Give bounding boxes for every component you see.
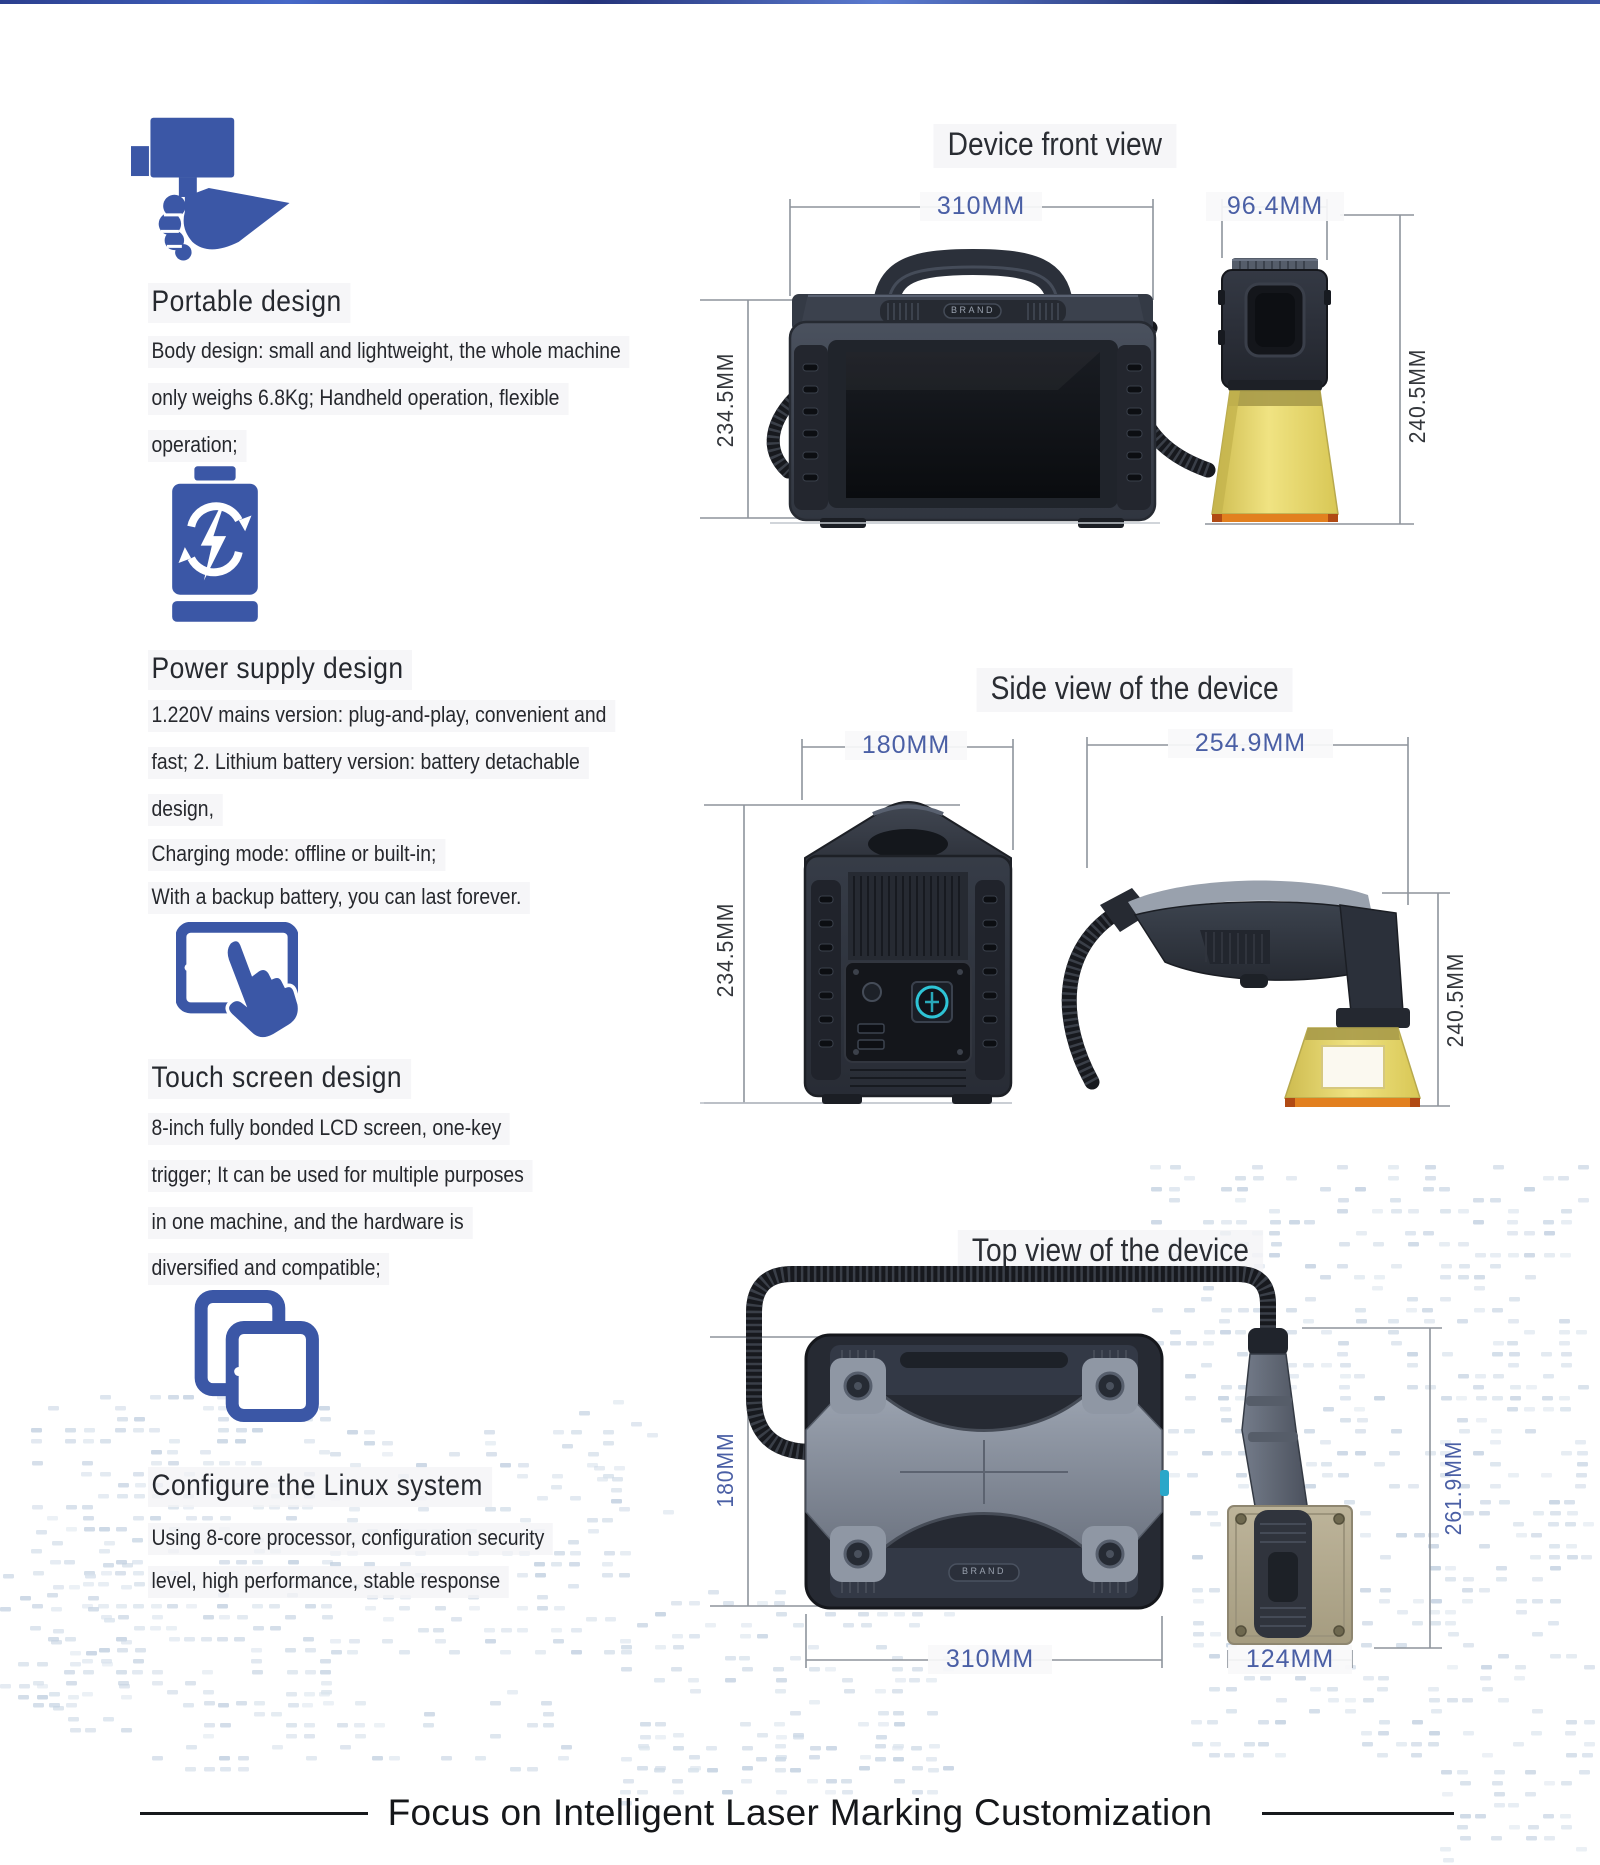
feature-text-line	[148, 700, 615, 732]
handheld-device-icon	[131, 113, 306, 263]
feature-title-text: Configure the Linux system	[148, 1467, 492, 1507]
feature-text-line	[148, 1253, 390, 1285]
dim-top-head-length: 261.9MM	[1440, 1440, 1466, 1536]
feature-text-line	[148, 794, 223, 826]
feature-text: Using 8-core processor, configuration security	[148, 1523, 553, 1555]
dim-side-head-length: 254.9MM	[1168, 729, 1333, 758]
feature-text: operation;	[148, 430, 246, 462]
feature-text-line	[148, 1160, 533, 1192]
feature-text: only weighs 6.8Kg; Handheld operation, flexible	[148, 383, 568, 415]
dim-top-head-width: 124MM	[1228, 1645, 1352, 1674]
brand-label-front: BRAND	[950, 305, 995, 315]
feature-text-line	[148, 1566, 509, 1598]
feature-text-line	[148, 430, 246, 462]
feature-text: fast; 2. Lithium battery version: battery detachable	[148, 747, 589, 779]
feature-text-line	[148, 839, 445, 871]
feature-text: With a backup battery, you can last forever.	[148, 882, 530, 914]
feature-text-line	[148, 747, 589, 779]
view-title-text: Device front view	[934, 124, 1177, 168]
feature-title-linux	[148, 1467, 492, 1507]
page-tagline: Focus on Intelligent Laser Marking Customization	[387, 1792, 1213, 1833]
brand-label-top: BRAND	[961, 1566, 1006, 1576]
feature-title-text: Power supply design	[148, 650, 412, 690]
dim-side-height-right: 240.5MM	[1442, 952, 1468, 1048]
feature-title-portable	[148, 283, 350, 323]
feature-text: level, high performance, stable response	[148, 1566, 509, 1598]
dim-top-depth: 180MM	[712, 1432, 738, 1508]
feature-text-line	[148, 1523, 553, 1555]
battery-charge-icon	[169, 466, 261, 622]
feature-text-line	[148, 1207, 472, 1239]
dim-front-height-right: 240.5MM	[1404, 348, 1430, 444]
feature-text-line	[148, 383, 568, 415]
feature-text: trigger; It can be used for multiple purposes	[148, 1160, 533, 1192]
feature-title-power	[148, 650, 412, 690]
feature-text: Charging mode: offline or built-in;	[148, 839, 445, 871]
dim-side-height-left: 234.5MM	[712, 902, 738, 998]
feature-title-text: Touch screen design	[148, 1059, 411, 1099]
feature-text: in one machine, and the hardware is	[148, 1207, 472, 1239]
feature-text: 1.220V mains version: plug-and-play, convenient and	[148, 700, 615, 732]
view-title-text: Side view of the device	[977, 668, 1293, 712]
feature-text: diversified and compatible;	[148, 1253, 390, 1285]
dim-front-head-width: 96.4MM	[1206, 192, 1344, 221]
feature-text-line	[148, 336, 630, 368]
feature-text-line	[148, 882, 530, 914]
dim-top-width: 310MM	[928, 1645, 1052, 1674]
touch-screen-icon	[176, 922, 298, 1040]
dim-side-depth: 180MM	[845, 731, 967, 760]
feature-title-text: Portable design	[148, 283, 350, 323]
feature-text-line	[148, 1113, 510, 1145]
view-title-text: Top view of the device	[957, 1230, 1262, 1274]
dim-front-width: 310MM	[920, 192, 1042, 221]
feature-text: Body design: small and lightweight, the whole machine	[148, 336, 630, 368]
front-view-illustration	[560, 118, 1460, 550]
dual-tablets-icon	[188, 1290, 323, 1422]
feature-text: design,	[148, 794, 223, 826]
feature-title-touchscreen	[148, 1059, 411, 1099]
feature-text: 8-inch fully bonded LCD screen, one-key	[148, 1113, 510, 1145]
dim-front-height-left: 234.5MM	[712, 352, 738, 448]
